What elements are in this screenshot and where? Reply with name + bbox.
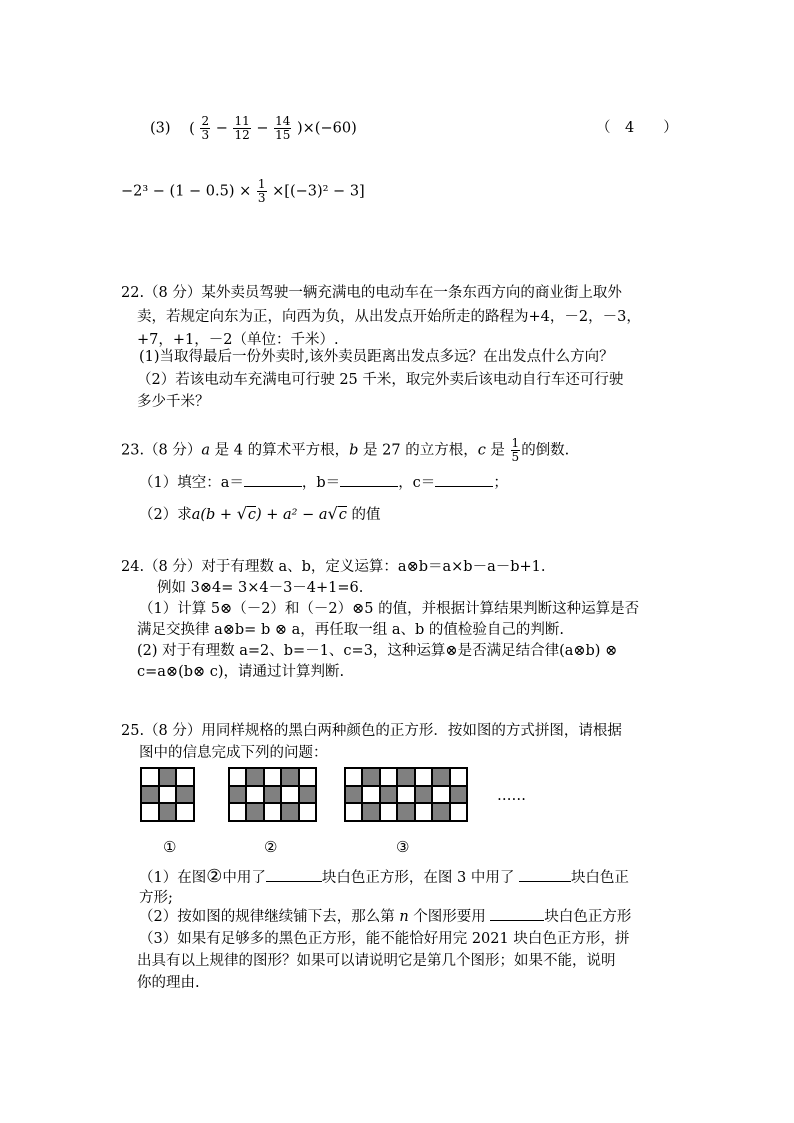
q23-text2: 是 27 的立方根， [358,442,478,459]
q25-sub2a: （2）按如图的规律继续铺下去，那么第 [139,909,400,925]
expr3-frac3: $\frac{14}{15}$ [275,114,291,142]
cell [415,768,432,786]
cell [159,786,177,804]
q22-sub2a: （2）若该电动车充满电可行驶 25 千米，取完外卖后该电动自行车还可行驶 [137,372,624,388]
figure-1-label: ① [163,838,177,856]
figure-1-grid [140,767,195,822]
q23-fill-a-label: a＝ [220,475,244,491]
expr4-tail: ×[(−3)² − 3] [272,183,365,200]
figure-3-grid [344,767,468,822]
expr4-line [121,178,365,205]
q25-sub3a: （3）如果有足够多的黑色正方形，能不能恰好用完 2021 块白色正方形，拼 [139,931,630,947]
q24-line5: (2) 对于有理数 a=2、b=－1、c=3，这种运算⊗是否满足结合律(a⊗b) ⊗ [137,643,618,659]
q23-text4: 的倒数. [521,442,570,459]
q22-line2: 卖，若规定向东为正，向西为负，从出发点开始所走的路程为+4，－2，－3， [137,309,641,325]
cell [141,803,159,821]
q25-blank-2[interactable] [519,867,571,882]
cell [345,768,362,786]
q23-blank-b[interactable] [340,472,398,487]
q24-line6: c=a⊗(b⊗ c)，请通过计算判断. [137,664,345,680]
cell [432,803,449,821]
cell [299,768,316,786]
cell [397,786,414,804]
cell [380,803,397,821]
q25-sub2c: 块白色正方形 [544,909,632,925]
q23-sub2-expr-b: ) + a² − a [256,507,328,523]
q25-sub1-circle: ② [206,866,223,887]
q23-var-a: a [201,442,211,459]
q23-prefix: 23.（8 分） [121,442,202,459]
cell [246,803,263,821]
q22-sub2b: 多少千米？ [137,394,210,410]
q23-sub2-suffix: 的值 [346,507,381,523]
q25-sub3c: 你的理由. [137,975,200,991]
cell [415,786,432,804]
cell [176,786,194,804]
expr3-frac1: $\frac{2}{3}$ [201,114,210,142]
expr3-minus1: − [215,120,228,137]
q23-sub2-prefix: （2）求 [139,507,192,523]
cell [380,786,397,804]
cell [281,803,298,821]
q24-line4: 满足交换律 a⊗b= b ⊗ a，再任取一组 a、b 的值检验自己的判断. [137,622,564,638]
q23-sqrt-c2: c [338,507,347,523]
cell [397,768,414,786]
cell [264,803,281,821]
expr3-tail: )×(−60) [297,120,357,137]
q25-line1: 25.（8 分）用同样规格的黑白两种颜色的正方形．按如图的方式拼图，请根据 [121,723,622,739]
q25-sub1e: 方形; [139,890,173,906]
q25-sub2-line [139,906,631,928]
cell [450,768,467,786]
expr3-lparen: ( [189,120,195,137]
cell [432,786,449,804]
cell [345,786,362,804]
q23-fill-end: ； [493,475,508,491]
cell [450,803,467,821]
q24-line3: （1）计算 5⊗（－2）和（－2）⊗5 的值，并根据计算结果判断这种运算是否 [139,601,640,617]
cell [176,768,194,786]
cell [159,803,177,821]
q25-sub3b: 出具有以上规律的图形？如果可以请说明它是第几个图形；如果不能，说明 [137,953,616,969]
q23-fill-line [139,472,508,494]
q23-fill-label: （1）填空： [139,475,221,491]
q25-line2: 图中的信息完成下列的问题： [139,745,328,761]
q23-sqrt-c1: c [247,507,257,523]
cell [281,768,298,786]
q23-frac: $\frac{1}{5}$ [511,436,520,464]
q23-stem [121,437,569,464]
cell [299,803,316,821]
cell [397,803,414,821]
q23-var-b: b [349,442,359,459]
q25-sub1a: （1）在图 [139,870,207,886]
q25-sub1d: 块白色正 [570,870,629,886]
cell [229,768,246,786]
q24-line1: 24.（8 分）对于有理数 a、b，定义运算：a⊗b＝a×b－a－b+1. [121,559,546,575]
figure-3-label: ③ [396,838,410,856]
figure-continuation-dots: …… [497,788,526,804]
q23-text3: 是 [485,442,505,459]
cell [415,803,432,821]
figure-2-grid [228,767,317,822]
expr3-frac2: $\frac{11}{12}$ [234,114,250,142]
q23-blank-a[interactable] [244,472,302,487]
q25-sub2-n: n [399,909,409,925]
q24-line2: 例如 3⊗4= 3×4－3－4+1=6. [157,580,364,596]
q23-text1: 是 4 的算术平方根， [210,442,350,459]
cell [246,768,263,786]
cell [362,768,379,786]
expr3-label: (3) [150,120,171,137]
cell [380,768,397,786]
cell [362,786,379,804]
q25-sub2b: 个图形要用 [408,909,491,925]
cell [362,803,379,821]
q23-blank-c[interactable] [435,472,493,487]
figure-2-label: ② [264,838,278,856]
cell [141,768,159,786]
cell [229,803,246,821]
q25-sub1b: 中用了 [222,870,266,886]
q25-blank-3[interactable] [490,906,544,921]
cell [229,786,246,804]
expr3-minus2: − [256,120,269,137]
q23-fill-b-label: ，b＝ [301,475,341,491]
q23-sub2: （2）求a(b + √c) + a² − a√c 的值 [139,504,381,523]
q23-sub2-expr-a: a(b + [191,507,237,523]
expr3-line [150,115,357,142]
q23-var-c: c [477,442,486,459]
cell [432,768,449,786]
cell [264,768,281,786]
expr4-frac: $\frac{1}{3}$ [257,177,266,205]
q23-fill-c-label: ，c＝ [398,475,436,491]
expr4-head: −2³ − (1 − 0.5) × [121,183,252,200]
expr3-score: （ 4 ） [596,120,678,136]
cell [281,786,298,804]
cell [450,786,467,804]
cell [176,803,194,821]
q25-sub1c: 块白色正方形，在图 3 中用了 [321,870,519,886]
cell [345,803,362,821]
cell [246,786,263,804]
q25-blank-1[interactable] [266,867,322,882]
q22-sub1: (1)当取得最后一份外卖时,该外卖员距离出发点多远？在出发点什么方向？ [139,349,614,365]
q22-line1: 22.（8 分）某外卖员驾驶一辆充满电的电动车在一条东西方向的商业街上取外 [121,285,622,301]
cell [299,786,316,804]
cell [141,786,159,804]
cell [264,786,281,804]
q25-sub1-line [139,866,629,889]
q22-line3: +7，+1，－2（单位：千米）. [137,332,339,348]
cell [159,768,177,786]
